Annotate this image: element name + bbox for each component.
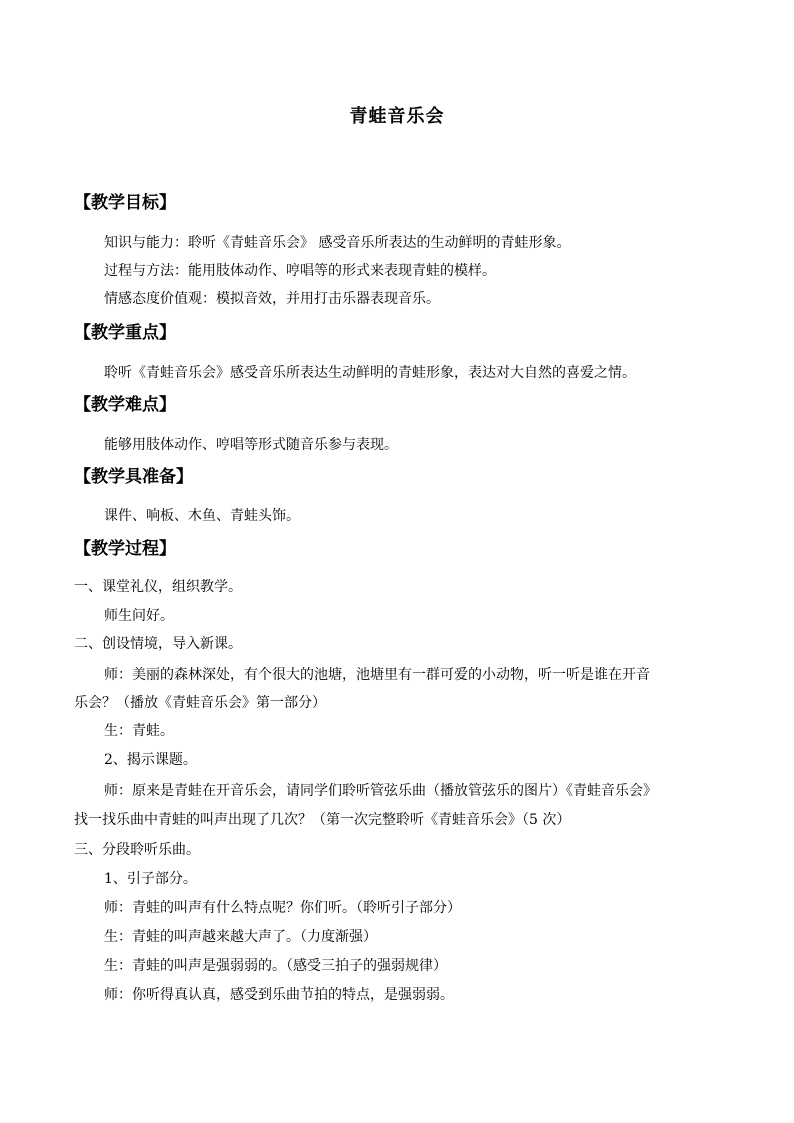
process-line: 生：青蛙。 bbox=[104, 723, 174, 739]
process-line: 师：青蛙的叫声有什么特点呢？你们听。（聆听引子部分） bbox=[104, 900, 461, 916]
goals-line-attitude: 情感态度价值观：模拟音效，并用打击乐器表现音乐。 bbox=[104, 291, 440, 307]
process-line: 乐会？（播放《青蛙音乐会》第一部分） bbox=[74, 695, 326, 711]
process-line: 1、引子部分。 bbox=[104, 871, 197, 887]
process-line: 2、揭示课题。 bbox=[104, 752, 197, 768]
materials-line: 课件、响板、木鱼、青蛙头饰。 bbox=[104, 508, 300, 524]
process-line: 找一找乐曲中青蛙的叫声出现了几次？（第一次完整聆听《青蛙音乐会》（5 次） bbox=[74, 812, 571, 828]
process-line: 生：青蛙的叫声越来越大声了。（力度渐强） bbox=[104, 929, 377, 945]
process-line: 师：美丽的森林深处，有个很大的池塘，池塘里有一群可爱的小动物，听一听是谁在开音 bbox=[104, 667, 650, 683]
process-step-2: 二、创设情境，导入新课。 bbox=[74, 636, 242, 652]
process-line: 师：原来是青蛙在开音乐会，请同学们聆听管弦乐曲（播放管弦乐的图片）《青蛙音乐会》 bbox=[104, 783, 657, 799]
process-step-1: 一、课堂礼仪，组织教学。 bbox=[74, 579, 242, 595]
process-step-3: 三、分段聆听乐曲。 bbox=[74, 842, 200, 858]
section-heading-key-points: 【教学重点】 bbox=[74, 323, 176, 343]
section-heading-process: 【教学过程】 bbox=[74, 539, 176, 559]
goals-line-knowledge: 知识与能力：聆听《青蛙音乐会》 感受音乐所表达的生动鲜明的青蛙形象。 bbox=[104, 235, 571, 251]
process-line: 生：青蛙的叫声是强弱弱的。（感受三拍子的强弱规律） bbox=[104, 958, 447, 974]
key-points-line: 聆听《青蛙音乐会》感受音乐所表达生动鲜明的青蛙形象，表达对大自然的喜爱之情。 bbox=[104, 365, 636, 381]
process-line: 师：你听得真认真，感受到乐曲节拍的特点，是强弱弱。 bbox=[104, 987, 454, 1003]
section-heading-difficulties: 【教学难点】 bbox=[74, 395, 176, 415]
goals-line-process: 过程与方法：能用肢体动作、哼唱等的形式来表现青蛙的模样。 bbox=[104, 263, 496, 279]
difficulties-line: 能够用肢体动作、哼唱等形式随音乐参与表现。 bbox=[104, 437, 398, 453]
process-line: 师生问好。 bbox=[104, 608, 174, 624]
document-title: 青蛙音乐会 bbox=[349, 106, 445, 127]
section-heading-materials: 【教学具准备】 bbox=[74, 467, 193, 487]
section-heading-goals: 【教学目标】 bbox=[74, 193, 176, 213]
